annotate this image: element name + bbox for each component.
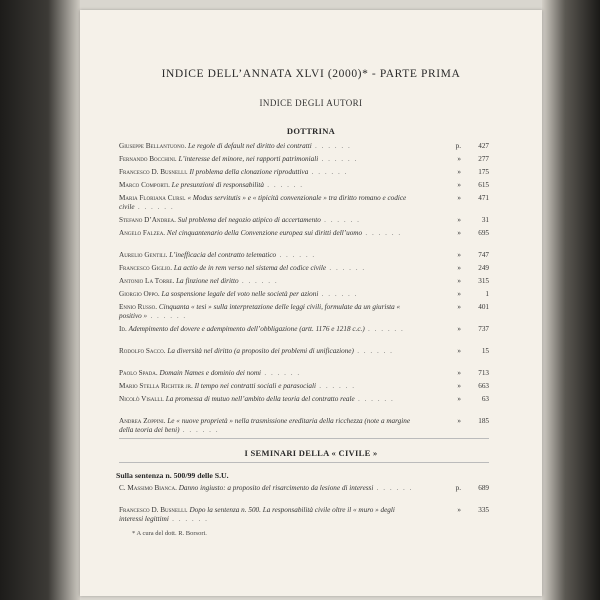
page-prefix: » [457, 369, 461, 377]
index-entry [119, 506, 489, 525]
index-entry [119, 181, 489, 190]
book-spine-shadow-left [0, 0, 80, 600]
entry-author: Ennio Russo. [119, 303, 158, 311]
entry-author: Francesco D. Busnelli. [119, 168, 188, 176]
leader-dots: . . . . . . [261, 369, 301, 377]
entry-author: Angelo Falzea. [119, 229, 166, 237]
page-number: 63 [481, 395, 489, 403]
page-prefix: » [457, 325, 461, 333]
entry-author: Andrea Zoppini. [119, 417, 166, 425]
page-number: 277 [478, 155, 489, 163]
page-prefix: » [457, 168, 461, 176]
entry-author: Mario Stella Richter jr. [119, 382, 193, 390]
entry-author: C. Massimo Bianca. [119, 484, 177, 492]
entry-author: Aurelio Gentili. [119, 251, 168, 259]
page-number: 427 [478, 142, 489, 150]
page-prefix: » [457, 181, 461, 189]
entry-author: Paolo Spada. [119, 369, 158, 377]
index-entry [119, 264, 489, 273]
page-prefix: » [457, 347, 461, 355]
page-number: 737 [478, 325, 489, 333]
index-entry [119, 484, 489, 493]
entry-title: Danno ingiusto: a proposito del risarcimento da lesione di interessi [178, 484, 374, 492]
index-entry [119, 325, 489, 334]
page-prefix: » [457, 216, 461, 224]
index-page [80, 10, 542, 596]
leader-dots: . . . . . . [263, 181, 304, 189]
entry-title: Il problema della clonazione riproduttiva [189, 168, 309, 176]
entry-author: Stefano D’Andrea. [119, 216, 176, 224]
leader-dots: . . . . . . [134, 203, 175, 212]
entry-title: Le regole di default nel diritto dei contratti [187, 142, 312, 150]
page-number: 471 [478, 194, 489, 202]
leader-dots: . . . . . . [320, 216, 361, 224]
page-prefix: » [457, 251, 461, 259]
page-prefix: » [457, 264, 461, 272]
index-entry [119, 229, 489, 238]
page-number: 663 [478, 382, 489, 390]
leader-dots: . . . . . . [276, 251, 316, 259]
entry-author: Antonio La Torre. [119, 277, 175, 285]
page-number: 249 [478, 264, 489, 272]
page-number: 695 [478, 229, 489, 237]
leader-dots: . . . . . . [326, 264, 366, 272]
leader-dots: . . . . . . [315, 382, 356, 390]
entry-title: Le « nuove proprietà » nella trasmissione ereditaria della ricchezza (note a margine della teoria dei beni) [119, 417, 411, 435]
leader-dots: . . . . . . [354, 395, 395, 403]
index-entry [119, 155, 489, 164]
entry-title: Cinquanta « tesi » sulla interpretazione delle leggi civili, formulate da un giurista « positivo » [119, 303, 401, 321]
page-prefix: » [457, 277, 461, 285]
page-number: 713 [478, 369, 489, 377]
page-number: 185 [478, 417, 489, 425]
entry-author: Giuseppe Bellantuono. [119, 142, 187, 150]
entry-title: L’interesse del minore, nei rapporti patrimoniali [178, 155, 319, 163]
leader-dots: . . . . . . [364, 325, 405, 333]
entry-author: Marco Comporti. [119, 181, 170, 189]
entry-author: Nicolò Visalli. [119, 395, 164, 403]
leader-dots: . . . . . . [179, 426, 220, 435]
leader-dots: . . . . . . [318, 155, 358, 163]
entry-author: Francesco Giglio. [119, 264, 173, 272]
index-entry [119, 194, 489, 213]
entry-title: Domain Names e dominio dei nomi [159, 369, 262, 377]
page-number: 615 [478, 181, 489, 189]
page-prefix: » [457, 194, 461, 202]
index-entry [119, 369, 489, 378]
entry-title: La actio de in rem verso nel sistema del codice civile [173, 264, 327, 272]
index-entry [119, 277, 489, 286]
page-number: 31 [481, 216, 489, 224]
index-entry [119, 382, 489, 391]
entry-title: La promessa di mutuo nell’ambito della teoria del contratto reale [165, 395, 355, 403]
entry-title: Nel cinquantenario della Convenzione europea sui diritti dell’uomo [166, 229, 363, 237]
section-seminari: I SEMINARI DELLA « CIVILE » [244, 448, 378, 458]
page-number: 315 [478, 277, 489, 285]
leader-dots: . . . . . . [311, 142, 352, 150]
entry-author: Id. [119, 325, 127, 333]
divider [119, 438, 489, 439]
leader-dots: . . . . . . [238, 277, 279, 285]
authors-index-heading: INDICE DEGLI AUTORI [259, 98, 363, 108]
page-number: 747 [478, 251, 489, 259]
page-number: 689 [478, 484, 489, 492]
entry-title: Dopo la sentenza n. 500. La responsabilità civile oltre il « muro » degli interessi legittimi [119, 506, 395, 524]
entry-author: Francesco D. Busnelli. [119, 506, 188, 514]
section-dottrina: DOTTRINA [286, 126, 336, 136]
page-prefix: » [457, 395, 461, 403]
entry-title: Il tempo nei contratti sociali e parasociali [194, 382, 316, 390]
page-prefix: » [457, 382, 461, 390]
page-title: INDICE DELL’ANNATA XLVI (2000)* - PARTE PRIMA [161, 68, 461, 80]
entry-title: La sospensione legale del voto nelle società per azioni [161, 290, 319, 298]
page-prefix: » [457, 155, 461, 163]
leader-dots: . . . . . . [373, 484, 413, 492]
entry-author: Fernando Bocchini. [119, 155, 177, 163]
page-prefix: » [457, 506, 461, 514]
sentenza-heading: Sulla sentenza n. 500/99 delle S.U. [116, 471, 229, 480]
page-number: 15 [481, 347, 489, 355]
divider [119, 462, 489, 463]
leader-dots: . . . . . . [353, 347, 394, 355]
index-entry [119, 290, 489, 299]
index-entry [119, 347, 489, 356]
page-prefix: » [457, 290, 461, 298]
leader-dots: . . . . . . [168, 515, 209, 524]
page-number: 335 [478, 506, 489, 514]
entry-title: Adempimento del dovere e adempimento dell’obbligazione (artt. 1176 e 1218 c.c.) [128, 325, 365, 333]
leader-dots: . . . . . . [308, 168, 348, 176]
index-entry [119, 216, 489, 225]
index-entry [119, 251, 489, 260]
index-entry [119, 417, 489, 436]
leader-dots: . . . . . . [147, 312, 187, 321]
entry-title: « Modus servitutis » e « tipicità convenzionale » tra diritto romano e codice civile [119, 194, 407, 212]
leader-dots: . . . . . . [318, 290, 358, 298]
page-prefix: p. [455, 484, 461, 492]
entry-author: Giorgio Oppo. [119, 290, 160, 298]
footnote: * A cura del dott. R. Borsori. [132, 530, 207, 537]
page-prefix: » [457, 229, 461, 237]
page-number: 1 [485, 290, 489, 298]
entry-title: Sul problema del negozio atipico di accertamento [177, 216, 321, 224]
entry-title: La diversità nel diritto (a proposito dei problemi di unificazione) [167, 347, 354, 355]
index-entry [119, 395, 489, 404]
entry-title: Le presunzioni di responsabilità [171, 181, 264, 189]
book-edge-shadow-right [542, 0, 600, 600]
entry-title: La finzione nel diritto [176, 277, 239, 285]
page-number: 175 [478, 168, 489, 176]
index-entry [119, 168, 489, 177]
page-prefix: » [457, 303, 461, 311]
entry-author: Maria Floriana Cursi. [119, 194, 186, 202]
entry-title: L’inefficacia del contratto telematico [169, 251, 277, 259]
page-prefix: » [457, 417, 461, 425]
index-entry [119, 303, 489, 322]
entry-author: Rodolfo Sacco. [119, 347, 166, 355]
page-prefix: p. [455, 142, 461, 150]
index-entry [119, 142, 489, 151]
leader-dots: . . . . . . [362, 229, 402, 237]
page-number: 401 [478, 303, 489, 311]
